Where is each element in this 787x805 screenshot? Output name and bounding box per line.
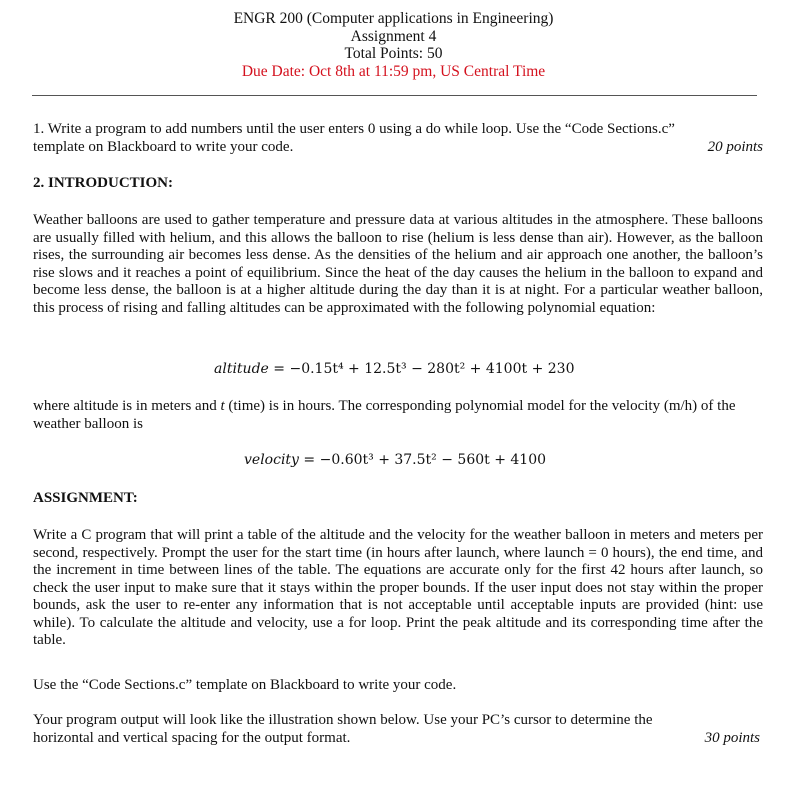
question-1-line-2: template on Blackboard to write your code. (33, 138, 294, 155)
question-1 (33, 121, 763, 156)
output-instructions-line-2: horizontal and vertical spacing for the output format. (33, 729, 351, 746)
assignment-heading: ASSIGNMENT: (33, 490, 138, 506)
velocity-polynomial: = −0.60t³ + 37.5t² − 560t + 4100 (298, 452, 547, 468)
assignment-paragraph: Write a C program that will print a table of the altitude and the velocity for the weather balloon in meters and meters per second, respectively. Prompt the user for the start time (in hours after launch, where launch = 0 hours), the end time, and the increment in time between lines of the table. The equations are accurate only for the first 42 hours after launch, so check the user input to make sure that it stays within the proper bounds. If the user input does not stay within the proper bounds, ask the user to re-enter any information that is not acceptable until acceptable inputs are provided (hint: use while). To calculate the altitude and velocity, use a for loop. Print the peak altitude and its corresponding time after the table. (33, 527, 763, 648)
velocity-description (33, 398, 763, 433)
template-note: Use the “Code Sections.c” template on Blackboard to write your code. (33, 677, 457, 693)
course-title: ENGR 200 (Computer applications in Engineering) (233, 10, 554, 27)
time-variable: t (220, 398, 225, 414)
assignment-number: Assignment 4 (350, 27, 437, 45)
question-1-points: 20 points (707, 138, 763, 155)
introduction-paragraph: Weather balloons are used to gather temperature and pressure data at various altitudes in the atmosphere. These balloons are usually filled with helium, and this allows the balloon to rise (helium is less dense than air). However, as the balloon rises, the surrounding air becomes less dense. As the densities of the helium and air approach one another, the balloon’s rise slows and it reaches a point of equilibrium. Since the heat of the day causes the helium in the balloon to expand and become less dense, the balloon is at a higher altitude during the day than it is at night. For a particular weather balloon, this process of rising and falling altitudes can be approximated with the following polynomial equation: (33, 212, 763, 316)
question-1-line-1: 1. Write a program to add numbers until the user enters 0 using a do while loop. Use the “Code Sections.c” (33, 121, 675, 137)
altitude-equation (214, 361, 574, 379)
introduction-heading: 2. INTRODUCTION: (33, 175, 174, 191)
output-instructions-line-1: Your program output will look like the illustration shown below. Use your PC’s cursor to determine the (33, 712, 653, 728)
assignment-points: 30 points (704, 729, 760, 746)
velocity-equation (244, 452, 546, 470)
document-header (0, 10, 787, 80)
due-date: Due Date: Oct 8th at 11:59 pm, US Central Time (241, 62, 546, 80)
total-points: Total Points: 50 (344, 45, 443, 62)
output-instructions (33, 712, 763, 747)
header-divider (32, 95, 757, 96)
velocity-variable: velocity (244, 452, 299, 468)
velocity-description-text-b: (time) is in hours. The corresponding polynomial model for the velocity (m/h) of the weather balloon is (33, 398, 736, 432)
velocity-description-text-a: where altitude is in meters and (33, 398, 221, 414)
altitude-variable: altitude (214, 361, 269, 377)
altitude-polynomial: = −0.15t⁴ + 12.5t³ − 280t² + 4100t + 230 (268, 361, 575, 377)
